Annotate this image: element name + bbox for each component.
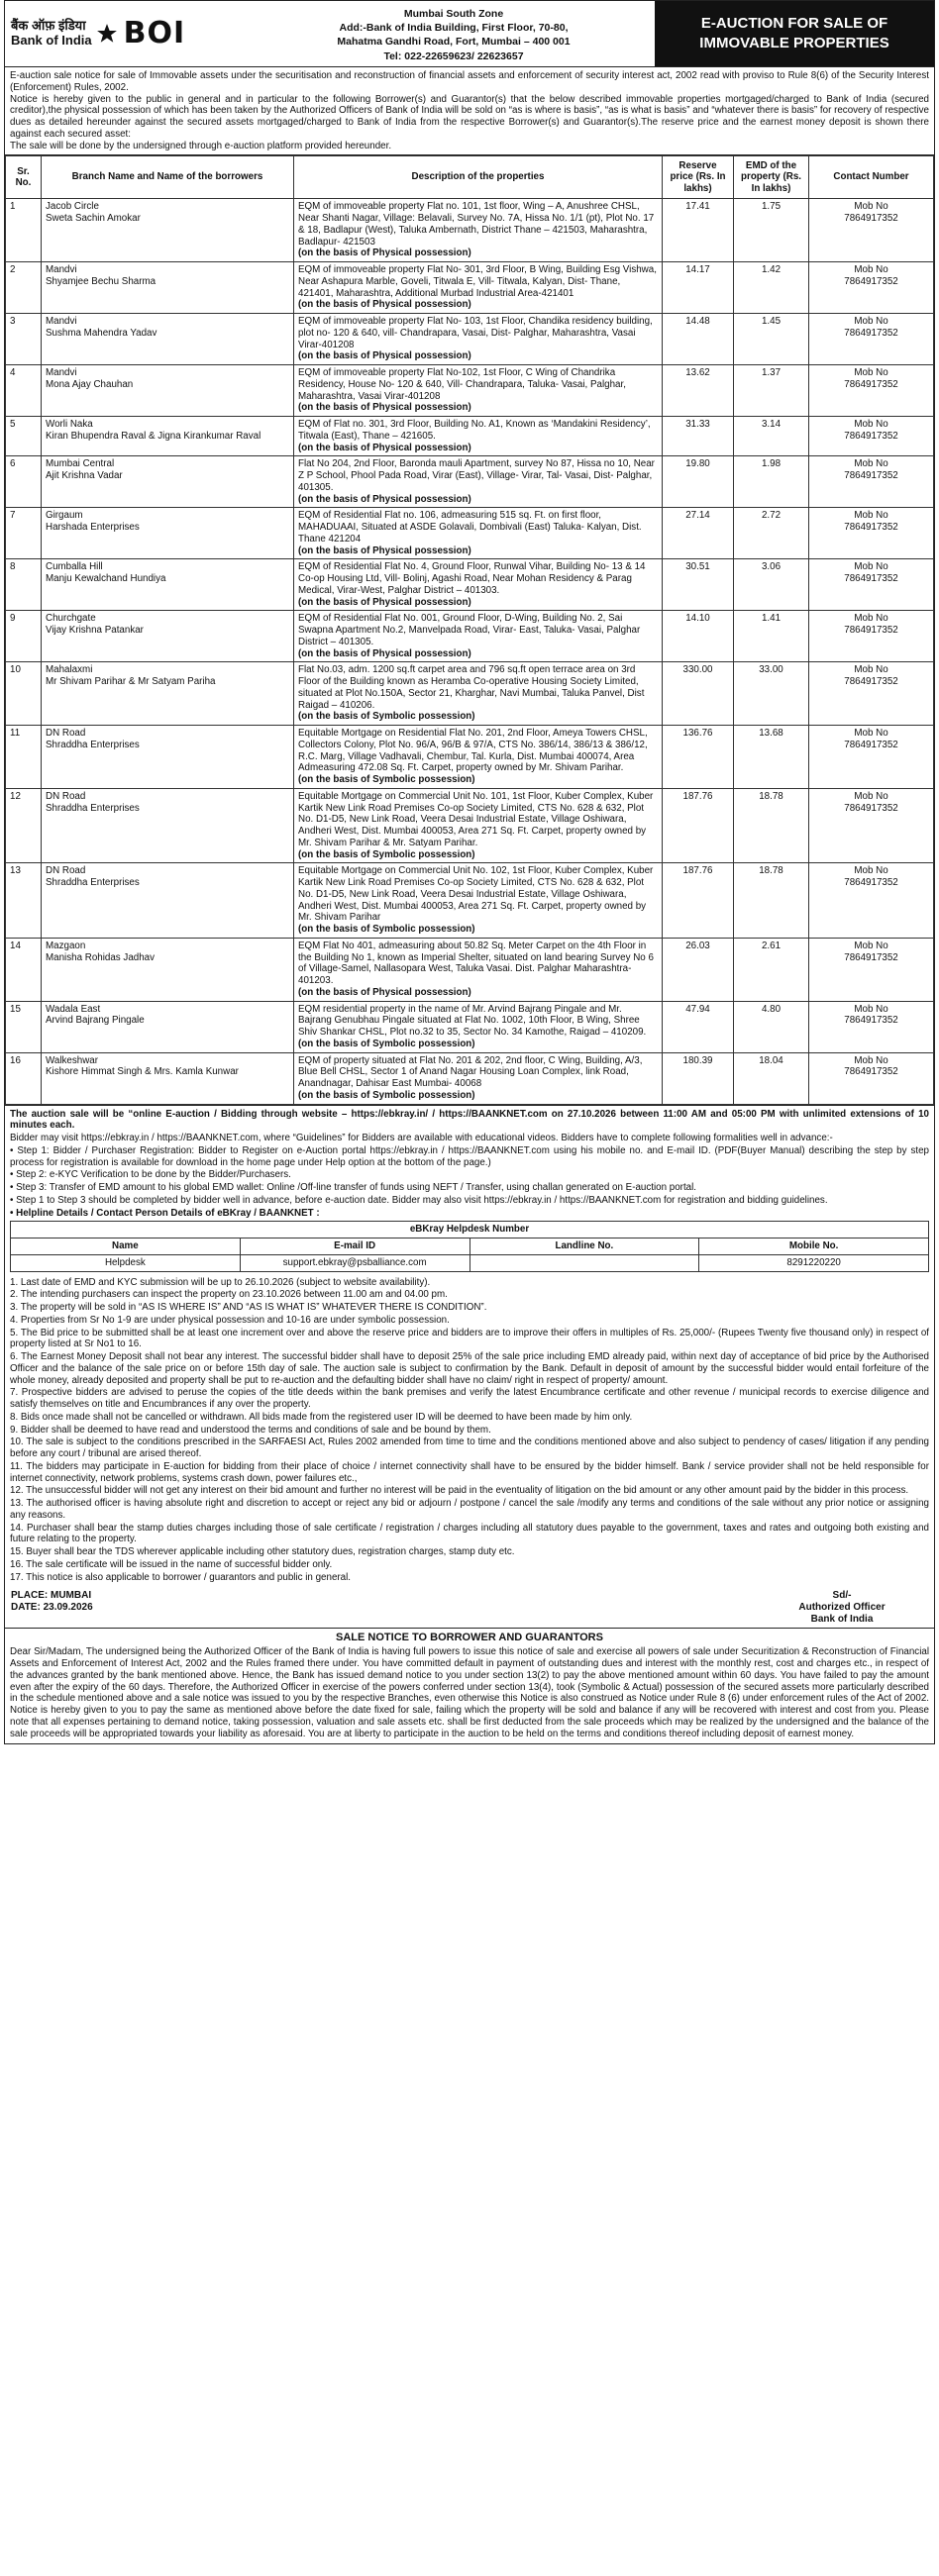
branch-borrower	[42, 863, 294, 939]
property-description	[294, 508, 663, 559]
branch-name: Mandvi	[46, 367, 77, 378]
contact-number	[809, 559, 934, 611]
description-text: Flat No.03, adm. 1200 sq.ft carpet area and 796 sq.ft open terrace area on 3rd Floor of the Building known as Heramba Co-operative Housing Society Limited, situated at Plot No.150A, Sector 21, Kharghar, Navi Mumbai, Taluka Panvel, Dist Raigad – 410206.	[298, 664, 645, 711]
contact-label: Mob No	[854, 316, 888, 327]
sr-no: 13	[6, 863, 42, 939]
contact-phone: 7864917352	[844, 275, 898, 287]
borrower-name: Harshada Enterprises	[46, 522, 140, 533]
property-description	[294, 611, 663, 662]
term-item: 9. Bidder shall be deemed to have read and understood the terms and conditions of sale and be bound by them.	[10, 1424, 491, 1436]
term-item: 1. Last date of EMD and KYC submission will be up to 26.10.2026 (subject to website availability).	[10, 1276, 431, 1288]
contact-label: Mob No	[854, 940, 888, 951]
contact-number	[809, 662, 934, 726]
reserve-price: 17.41	[663, 199, 734, 262]
branch-name: DN Road	[46, 790, 86, 802]
property-description	[294, 788, 663, 863]
sd: Sd/-	[832, 1590, 852, 1602]
header-emd: EMD of the property (Rs. In lakhs)	[734, 156, 809, 199]
title-line-2: IMMOVABLE PROPERTIES	[699, 35, 889, 51]
term-item: 14. Purchaser shall bear the stamp duties charges including those of sale certificate / registration / charges including all statutory dues payable to the government, taxes and rates and outgoing both existing and future relating to the property.	[10, 1522, 929, 1545]
table-row	[6, 456, 934, 508]
emd-amount: 18.04	[734, 1052, 809, 1104]
header	[5, 1, 934, 67]
property-description	[294, 863, 663, 939]
term-item: 10. The sale is subject to the conditions prescribed in the SARFAESI Act, Rules 2002 amended from time to time and the conditions mentioned above and also subject to pendency of cases/ litigation if any pending before any court / tribunal are arised thereof.	[10, 1437, 929, 1459]
term-item: 4. Properties from Sr No 1-9 are under physical possession and 10-16 are under symbolic possession.	[10, 1314, 450, 1326]
possession-basis: (on the basis of Physical possession)	[298, 350, 471, 362]
reserve-price: 47.94	[663, 1001, 734, 1052]
property-description	[294, 938, 663, 1001]
emd-amount: 1.37	[734, 365, 809, 417]
contact-number	[809, 508, 934, 559]
branch-borrower	[42, 726, 294, 789]
sr-no: 12	[6, 788, 42, 863]
place: PLACE: MUMBAI	[11, 1590, 92, 1602]
reserve-price: 330.00	[663, 662, 734, 726]
contact-number	[809, 1001, 934, 1052]
property-description	[294, 314, 663, 365]
term-item: 17. This notice is also applicable to borrower / guarantors and public in general.	[10, 1571, 352, 1583]
contact-number	[809, 417, 934, 456]
possession-basis: (on the basis of Physical possession)	[298, 545, 471, 556]
contact-number	[809, 199, 934, 262]
emd-amount: 3.06	[734, 559, 809, 611]
intro-para-3: The sale will be done by the undersigned through e-auction platform provided hereunder.	[10, 140, 392, 151]
contact-phone: 7864917352	[844, 951, 898, 963]
table-row	[6, 863, 934, 939]
sr-no: 1	[6, 199, 42, 262]
authorized-officer: Authorized Officer	[798, 1602, 886, 1614]
table-row	[6, 1052, 934, 1104]
branch-name: DN Road	[46, 728, 86, 739]
term-item: 7. Prospective bidders are advised to peruse the copies of the title deeds within the bank premises and verify the latest Encumbrance certificate and other revenue / municipal records to exercise diligence and satisfy themselves on title and Encumbrances if any over the property.	[10, 1387, 929, 1410]
sale-notice-body: Dear Sir/Madam, The undersigned being the Authorized Officer of the Bank of India is having full powers to issue this notice of sale and exercise all powers of sale under Securitization & Reconstruction of Financial Assets and Enforcement of Interest Act, 2002 and the Rules framed there under. You have committed default in payment of outstanding dues and interest with the monthly rest, cost and charges etc., in respect of the advances granted by the bank mentioned above. Hence, the Bank has issued demand notice to you under section 13(2) to pay the above mentioned amount within 60 days. You have failed to pay the amount even after the expiry of the 60 days. Therefore, the Authorized Officer in exercise of the powers conferred under section 13(4), took (Symbolic & Actual) possession of the secured assets more particularly described in the schedule mentioned above and a sale notice was issued to you by the respective Branches, even otherwise this Notice is also construed as Notice under Rule 8 (6) under enforcement rules of the Act of 2002. Notice is hereby given to you to pay the same as mentioned above before the date fixed for sale, failing which the property will be sold and balance if any will be recovered with interest and cost from you. Please note that all expenses pertaining to demand notice, taking possession, valuation and sale assets etc. shall be first deducted from the sale proceeds which may be realized by the undersigned and the balance of the sale proceeds will be appropriated towards your liability as aforesaid. You are at liberty to participate in the auction to be held on the terms and conditions thereof including deposit of earnest money.	[10, 1646, 929, 1739]
logo-hindi: बैंक ऑफ़ इंडिया	[11, 18, 86, 34]
property-description	[294, 1001, 663, 1052]
contact-phone: 7864917352	[844, 430, 898, 442]
possession-basis: (on the basis of Physical possession)	[298, 442, 471, 453]
emd-amount: 1.41	[734, 611, 809, 662]
contact-label: Mob No	[854, 201, 888, 213]
emd-amount: 4.80	[734, 1001, 809, 1052]
helpdesk-table	[10, 1221, 929, 1271]
contact-label: Mob No	[854, 1003, 888, 1015]
sr-no: 6	[6, 456, 42, 508]
contact-label: Mob No	[854, 865, 888, 877]
step-1: • Step 1: Bidder / Purchaser Registration: Bidder to Register on e-Auction portal https://ebkray.in / https://BAANKNET.com using his mobile no. and E-mail ID. (PDF(Buyer Manual) describing the step by step process for registration is available for download in the home page under Help option at the bottom of the page.)	[10, 1144, 929, 1168]
reserve-price: 14.17	[663, 262, 734, 314]
branch-name: Walkeshwar	[46, 1054, 98, 1066]
borrower-name: Ajit Krishna Vadar	[46, 470, 123, 481]
contact-phone: 7864917352	[844, 877, 898, 888]
contact-phone: 7864917352	[844, 378, 898, 390]
table-row	[6, 559, 934, 611]
table-row	[6, 262, 934, 314]
term-item: 12. The unsuccessful bidder will not get any interest on their bid amount and further no interest will be paid in the eventuality of litigation on the bid amount or any other amount paid by the bidder in this process.	[10, 1485, 909, 1497]
branch-name: Mandvi	[46, 316, 77, 327]
borrower-name: Kiran Bhupendra Raval & Jigna Kirankumar Raval	[46, 430, 261, 442]
reserve-price: 136.76	[663, 726, 734, 789]
branch-borrower	[42, 1001, 294, 1052]
sr-no: 5	[6, 417, 42, 456]
branch-name: Mumbai Central	[46, 458, 115, 470]
table-row	[6, 417, 934, 456]
branch-borrower	[42, 662, 294, 726]
branch-borrower	[42, 938, 294, 1001]
possession-basis: (on the basis of Physical possession)	[298, 596, 471, 608]
intro-para-2: Notice is hereby given to the public in general and in particular to the following Borrower(s) and Guarantor(s) that the below described immovable properties mortgaged/charged to Bank of India (secured creditor),the physical possession of which has been taken by the Authorized Officers of Bank of India will be sold on “as is where is basis”, “as is what is basis” and “whatever there is basis” for recovery of respective dues as detailed hereunder against the secured assets mortgaged/charged to Bank of India from the respective Borrower(s) and Guarantor(s).The reserve price and the earnest money deposit is shown there against each secured asset:	[10, 93, 929, 140]
zone-name: Mumbai South Zone	[403, 8, 504, 20]
contact-phone: 7864917352	[844, 1015, 898, 1027]
help-header-email: E-mail ID	[240, 1238, 470, 1255]
branch-borrower	[42, 611, 294, 662]
intro-para-1: E-auction sale notice for sale of Immovable assets under the securitisation and reconstruction of financial assets and enforcement of security interest act, 2002 read with proviso to Rule 8(6) of the Security Interest (Enforcement) Rules, 2002.	[10, 70, 929, 93]
header-contact: Contact Number	[809, 156, 934, 199]
possession-basis: (on the basis of Physical possession)	[298, 493, 471, 505]
reserve-price: 27.14	[663, 508, 734, 559]
borrower-name: Shyamjee Bechu Sharma	[46, 275, 156, 287]
table-row	[6, 1001, 934, 1052]
description-text: EQM of Residential Flat no. 106, admeasuring 515 sq. Ft. on first floor, MAHADUAAI, Situated at ASDE Golavali, Dombivali (East) Taluka- Kalyan, Dist. Thane 421204	[298, 510, 642, 545]
possession-basis: (on the basis of Physical possession)	[298, 248, 471, 259]
header-sr-no: Sr. No.	[6, 156, 42, 199]
emd-amount: 1.45	[734, 314, 809, 365]
contact-number	[809, 365, 934, 417]
branch-borrower	[42, 199, 294, 262]
branch-borrower	[42, 262, 294, 314]
property-description	[294, 365, 663, 417]
contact-label: Mob No	[854, 664, 888, 676]
address-line-2: Mahatma Gandhi Road, Fort, Mumbai – 400 001	[337, 36, 571, 49]
borrower-name: Sushma Mahendra Yadav	[46, 327, 157, 339]
description-text: Equitable Mortgage on Commercial Unit No. 102, 1st Floor, Kuber Complex, Kuber Kartik New Link Road Premises Co-op Society Limited, CTS No. 628 & 632, Plot No. D1-D5, New Link Road, Veera Desai Industrial Estate, Village Oshiwara, Andheri West, Dist. Mumbai 400053, Area 271 Sq. Ft. Carpet, property owned by Mr. Shivam Parihar	[298, 865, 654, 924]
helpdesk-title: eBKray Helpdesk Number	[11, 1222, 929, 1238]
borrower-name: Mr Shivam Parihar & Mr Satyam Pariha	[46, 676, 216, 687]
branch-name: DN Road	[46, 865, 86, 877]
contact-number	[809, 456, 934, 508]
sale-notice-title: SALE NOTICE TO BORROWER AND GUARANTORS	[5, 1628, 934, 1644]
branch-name: Mandvi	[46, 264, 77, 275]
auction-guidelines: Bidder may visit https://ebkray.in / https://BAANKNET.com, where “Guidelines” for Bidders are available with educational videos. Bidders have to complete following formalities well in advance:-	[10, 1133, 833, 1143]
property-description	[294, 662, 663, 726]
term-item: 5. The Bid price to be submitted shall be at least one increment over and above the reserve price and bidders are to improve their offers in multiples of Rs. 25,000/- (Rupees Twenty five thousand only) in respect of property listed at Sr No1 to 16.	[10, 1327, 929, 1350]
sr-no: 11	[6, 726, 42, 789]
table-row	[6, 508, 934, 559]
possession-basis: (on the basis of Symbolic possession)	[298, 774, 475, 785]
property-description	[294, 456, 663, 508]
help-email: support.ebkray@psballiance.com	[240, 1254, 470, 1271]
possession-basis: (on the basis of Physical possession)	[298, 299, 471, 311]
emd-amount: 13.68	[734, 726, 809, 789]
emd-amount: 3.14	[734, 417, 809, 456]
help-header-name: Name	[11, 1238, 241, 1255]
sr-no: 15	[6, 1001, 42, 1052]
auction-schedule: The auction sale will be “online E-auction / Bidding through website – https://ebkray.in/ / https://BAANKNET.com on 27.10.2026 between 11:00 AM and 05:00 PM with unlimited extensions of 10 minutes each.	[10, 1108, 929, 1132]
table-header-row	[6, 156, 934, 199]
contact-number	[809, 788, 934, 863]
contact-phone: 7864917352	[844, 522, 898, 533]
branch-borrower	[42, 1052, 294, 1104]
contact-number	[809, 1052, 934, 1104]
description-text: EQM of Flat no. 301, 3rd Floor, Building No. A1, Known as ‘Mandakini Residency’, Titwala (East), Thane – 421605.	[298, 419, 651, 442]
description-text: EQM of Residential Flat No. 001, Ground Floor, D-Wing, Building No. 2, Sai Swapna Apartment No.2, Manvelpada Road, Virar- East, Taluka- Vasai, Palghar District – 401305.	[298, 613, 641, 647]
branch-borrower	[42, 365, 294, 417]
contact-phone: 7864917352	[844, 213, 898, 224]
description-text: EQM of immoveable property Flat No- 301, 3rd Floor, B Wing, Building Esg Vishwa, Near Ashapura Marble, Goveli, Titwala E, Vill- Titwala, Kalyan, Dist- Thane, 421401, Maharashtra, Additional Murbad Industrial Area-421401	[298, 264, 657, 299]
contact-number	[809, 726, 934, 789]
term-item: 8. Bids once made shall not be cancelled or withdrawn. All bids made from the registered user ID will be deemed to have been made by him only.	[10, 1411, 633, 1423]
reserve-price: 187.76	[663, 788, 734, 863]
borrower-name: Arvind Bajrang Pingale	[46, 1015, 145, 1027]
term-item: 6. The Earnest Money Deposit shall not bear any interest. The successful bidder shall have to deposit 25% of the sale price including EMD already paid, within next day of acceptance of bid price by the Authorised Officer and the balance of the sale price on or before 15th day of sale. The auction sale is subject to confirmation by the Bank. Default in deposit of amount by the successful bidder would entail forfeiture of the whole money, already deposited and property shall be put to re-auction and the defaulting bidder shall have no claim/ right in respect of property/ amount.	[10, 1351, 929, 1386]
borrower-name: Mona Ajay Chauhan	[46, 378, 134, 390]
contact-phone: 7864917352	[844, 802, 898, 814]
step-3: • Step 3: Transfer of EMD amount to his global EMD wallet: Online /Off-line transfer of funds using NEFT / Transfer, using challan generated on E-auction portal.	[10, 1182, 697, 1193]
table-row	[6, 611, 934, 662]
reserve-price: 14.10	[663, 611, 734, 662]
borrower-name: Shraddha Enterprises	[46, 739, 140, 750]
contact-label: Mob No	[854, 1054, 888, 1066]
helpdesk-row	[11, 1254, 929, 1271]
notice-page	[4, 0, 935, 1744]
reserve-price: 31.33	[663, 417, 734, 456]
sr-no: 10	[6, 662, 42, 726]
branch-borrower	[42, 314, 294, 365]
contact-label: Mob No	[854, 367, 888, 378]
zone-address	[253, 1, 655, 66]
description-text: EQM of Residential Flat No. 4, Ground Floor, Runwal Vihar, Building No- 13 & 14 Co-op Housing Ltd, Vill- Bolinj, Agashi Road, Near Mohan Residency & Parag Medical, Virar-West, Palghar District – 401303.	[298, 561, 646, 596]
description-text: EQM of property situated at Flat No. 201 & 202, 2nd floor, C Wing, Building, A/3, Blue Bell CHSL, Sector 1 of Anand Nagar Housing Loan Complex, link Road, Anandnagar, Dahisar East Mumbai- 40068	[298, 1054, 643, 1089]
description-text: Equitable Mortgage on Residential Flat No. 201, 2nd Floor, Ameya Towers CHSL, Collectors Colony, Plot No. 96/A, 96/B & 97/A, CTS No. 386/14, 386/13 & 386/12, R.C. Marg, Village Vadhavali, Chembur, Tal. Kurla, Dist. Mumbai 400074, Area Admeasuring 472.08 Sq. Ft. Carpet, property owned by Mr. Shivam Parihar.	[298, 728, 648, 774]
branch-borrower	[42, 417, 294, 456]
possession-basis: (on the basis of Symbolic possession)	[298, 1038, 475, 1049]
branch-name: Mahalaxmi	[46, 664, 93, 676]
emd-amount: 1.42	[734, 262, 809, 314]
date: DATE: 23.09.2026	[11, 1602, 93, 1614]
table-row	[6, 788, 934, 863]
branch-name: Cumballa Hill	[46, 561, 103, 573]
table-row	[6, 938, 934, 1001]
intro-text	[5, 67, 934, 155]
property-description	[294, 1052, 663, 1104]
header-description: Description of the properties	[294, 156, 663, 199]
emd-amount: 2.61	[734, 938, 809, 1001]
auction-info	[5, 1105, 934, 1275]
possession-basis: (on the basis of Symbolic possession)	[298, 1089, 475, 1101]
property-description	[294, 417, 663, 456]
contact-phone: 7864917352	[844, 625, 898, 636]
sr-no: 8	[6, 559, 42, 611]
reserve-price: 26.03	[663, 938, 734, 1001]
sr-no: 16	[6, 1052, 42, 1104]
contact-label: Mob No	[854, 264, 888, 275]
borrower-name: Sweta Sachin Amokar	[46, 213, 141, 224]
property-description	[294, 726, 663, 789]
contact-label: Mob No	[854, 790, 888, 802]
borrower-name: Shraddha Enterprises	[46, 877, 140, 888]
description-text: Equitable Mortgage on Commercial Unit No. 101, 1st Floor, Kuber Complex, Kuber Kartik New Link Road Premises Co-op Society Limited, CTS No. 628 & 632, Plot No. D1-D5, New Link Road, Veera Desai Industrial Estate, Village Oshiwara, Andheri West, Dist. Mumbai 400053, Area 271 Sq. Ft. Carpet, property owned by Mr. Shivam Parihar & Mr. Satyam Parihar.	[298, 790, 654, 848]
emd-amount: 1.98	[734, 456, 809, 508]
contact-phone: 7864917352	[844, 573, 898, 584]
sr-no: 14	[6, 938, 42, 1001]
logo-mark: BOI	[123, 16, 186, 50]
sr-no: 7	[6, 508, 42, 559]
description-text: EQM residential property in the name of Mr. Arvind Bajrang Pingale and Mr. Bajrang Genubhau Pingale situated at Flat No. 1002, 10th Floor, B Wing, Shree Shiv Shankar CHSL, Plot no.32 to 35, Sector No. 34 Kamothe, Raigad – 410209.	[298, 1003, 647, 1038]
contact-label: Mob No	[854, 613, 888, 625]
sr-no: 3	[6, 314, 42, 365]
branch-borrower	[42, 508, 294, 559]
property-description	[294, 262, 663, 314]
borrower-name: Kishore Himmat Singh & Mrs. Kamla Kunwar	[46, 1066, 239, 1078]
helpline-heading: • Helpline Details / Contact Person Details of eBKray / BAANKNET :	[10, 1207, 320, 1219]
branch-name: Girgaum	[46, 510, 83, 522]
reserve-price: 19.80	[663, 456, 734, 508]
contact-number	[809, 314, 934, 365]
header-reserve-price: Reserve price (Rs. In lakhs)	[663, 156, 734, 199]
description-text: Flat No 204, 2nd Floor, Baronda mauli Apartment, survey No 87, Hissa no 10, Near Z P School, Phool Pada Road, Virar (East), Village- Virar, Tal- Vasai, Dist- Palghar, 401305.	[298, 458, 655, 493]
bank-name: Bank of India	[810, 1614, 874, 1626]
description-text: EQM of immoveable property Flat No-102, 1st Floor, C Wing of Chandrika Residency, House No- 120 & 640, Vill- Chandrapara, Taluka- Vasai, Palghar, Maharashtra, Vasai Virar-401208	[298, 367, 626, 402]
contact-label: Mob No	[854, 561, 888, 573]
branch-name: Worli Naka	[46, 419, 93, 430]
table-row	[6, 662, 934, 726]
term-item: 13. The authorised officer is having absolute right and discretion to accept or reject any bid or adjourn / postpone / cancel the sale /modify any terms and conditions of the sale without any prior notice or assigning any reasons.	[10, 1498, 929, 1521]
step-4: • Step 1 to Step 3 should be completed by bidder well in advance, before e-auction date. Bidder may also visit https://ebkray.in / https://BAANKNET.com for registration and bidding guidelines.	[10, 1194, 828, 1206]
borrower-name: Manisha Rohidas Jadhav	[46, 951, 156, 963]
description-text: EQM Flat No 401, admeasuring about 50.82 Sq. Meter Carpet on the 4th Floor in the Building No 1, known as Imperial Shelter, situated on land bearing Survey No 6 of Village-Samel, Nallasopara West, Taluka Vasai. Dist. Palghar Maharashtra- 401203.	[298, 940, 654, 986]
emd-amount: 1.75	[734, 199, 809, 262]
header-branch: Branch Name and Name of the borrowers	[42, 156, 294, 199]
branch-name: Jacob Circle	[46, 201, 99, 213]
step-2: • Step 2: e-KYC Verification to be done by the Bidder/Purchasers.	[10, 1169, 291, 1181]
table-row	[6, 365, 934, 417]
property-description	[294, 199, 663, 262]
reserve-price: 13.62	[663, 365, 734, 417]
help-name: Helpdesk	[11, 1254, 241, 1271]
contact-phone: 7864917352	[844, 470, 898, 481]
branch-borrower	[42, 456, 294, 508]
contact-label: Mob No	[854, 728, 888, 739]
possession-basis: (on the basis of Physical possession)	[298, 402, 471, 414]
possession-basis: (on the basis of Physical possession)	[298, 647, 471, 659]
star-logo-icon	[96, 23, 118, 45]
borrower-name: Shraddha Enterprises	[46, 802, 140, 814]
branch-name: Churchgate	[46, 613, 96, 625]
title-line-1: E-AUCTION FOR SALE OF	[700, 14, 888, 32]
table-row	[6, 199, 934, 262]
contact-number	[809, 262, 934, 314]
possession-basis: (on the basis of Symbolic possession)	[298, 924, 475, 935]
emd-amount: 2.72	[734, 508, 809, 559]
branch-name: Wadala East	[46, 1003, 101, 1015]
reserve-price: 14.48	[663, 314, 734, 365]
reserve-price: 30.51	[663, 559, 734, 611]
contact-phone: 7864917352	[844, 327, 898, 339]
emd-amount: 18.78	[734, 788, 809, 863]
sr-no: 4	[6, 365, 42, 417]
term-item: 2. The intending purchasers can inspect the property on 23.10.2026 between 11.00 am and 04.00 pm.	[10, 1289, 448, 1301]
branch-borrower	[42, 788, 294, 863]
branch-borrower	[42, 559, 294, 611]
emd-amount: 33.00	[734, 662, 809, 726]
help-landline	[470, 1254, 699, 1271]
term-item: 15. Buyer shall bear the TDS wherever applicable including other statutory dues, registration charges, stamp duty etc.	[10, 1546, 515, 1557]
table-row	[6, 726, 934, 789]
possession-basis: (on the basis of Symbolic possession)	[298, 848, 475, 860]
bank-logo	[5, 1, 253, 66]
emd-amount: 18.78	[734, 863, 809, 939]
term-item: 3. The property will be sold in “AS IS WHERE IS” AND “AS IS WHAT IS” WHATEVER THERE IS CONDITION”.	[10, 1302, 487, 1313]
table-row	[6, 314, 934, 365]
contact-number	[809, 611, 934, 662]
reserve-price: 180.39	[663, 1052, 734, 1104]
term-item: 11. The bidders may participate in E-auction for bidding from their place of choice / internet connectivity shall have to be ensured by the bidder himself. Bank / service provider shall not be held responsible for internet connectivity, network problems, systems crash down, power failures etc.,	[10, 1460, 929, 1484]
branch-name: Mazgaon	[46, 940, 86, 951]
sr-no: 9	[6, 611, 42, 662]
description-text: EQM of immoveable property Flat no. 101, 1st floor, Wing – A, Anushree CHSL, Near Shanti Nagar, Village: Belavali, Survey No. 7A, Hissa No. 1/1 (pt), Plot No. 17 & 18, Badlapur (West), Taluka Ambernath, District Thane – 421503, Maharashtra, Badlapur- 421503	[298, 201, 655, 248]
contact-number	[809, 938, 934, 1001]
borrower-name: Vijay Krishna Patankar	[46, 625, 144, 636]
properties-table	[5, 155, 934, 1104]
borrower-name: Manju Kewalchand Hundiya	[46, 573, 166, 584]
possession-basis: (on the basis of Symbolic possession)	[298, 711, 475, 723]
telephone: Tel: 022-22659623/ 22623657	[383, 50, 524, 62]
contact-phone: 7864917352	[844, 1066, 898, 1078]
contact-number	[809, 863, 934, 939]
property-description	[294, 559, 663, 611]
signature-block	[5, 1586, 934, 1628]
help-header-landline: Landline No.	[470, 1238, 699, 1255]
help-header-mobile: Mobile No.	[699, 1238, 929, 1255]
notice-title-box	[655, 1, 934, 66]
sr-no: 2	[6, 262, 42, 314]
address-line-1: Add:-Bank of India Building, First Floor, 70-80,	[339, 22, 569, 35]
contact-label: Mob No	[854, 458, 888, 470]
contact-phone: 7864917352	[844, 676, 898, 687]
reserve-price: 187.76	[663, 863, 734, 939]
contact-phone: 7864917352	[844, 739, 898, 750]
terms-list	[5, 1275, 934, 1587]
help-mobile: 8291220220	[699, 1254, 929, 1271]
logo-english: Bank of India	[11, 33, 92, 48]
term-item: 16. The sale certificate will be issued in the name of successful bidder only.	[10, 1558, 333, 1570]
possession-basis: (on the basis of Physical possession)	[298, 986, 471, 998]
description-text: EQM of immoveable property Flat No- 103, 1st Floor, Chandika residency building, plot no- 120 & 640, vill- Chandrapara, Vasai, Dist- Palghar, Maharashtra, Vasai Virar-401208	[298, 316, 653, 350]
contact-label: Mob No	[854, 419, 888, 430]
contact-label: Mob No	[854, 510, 888, 522]
